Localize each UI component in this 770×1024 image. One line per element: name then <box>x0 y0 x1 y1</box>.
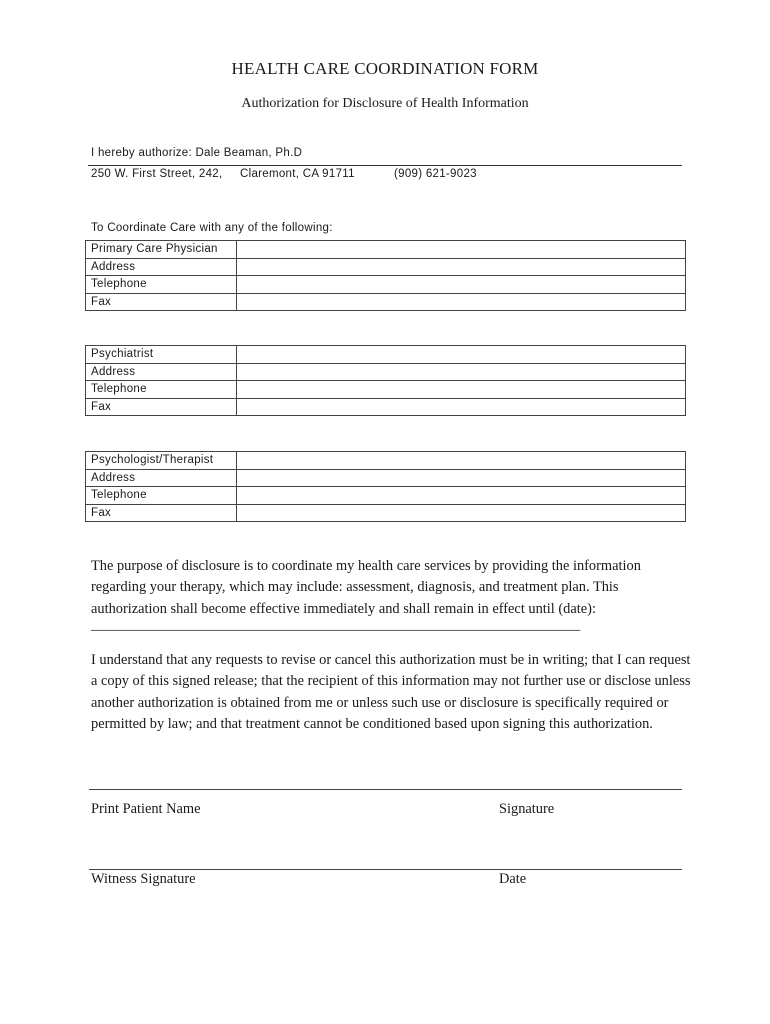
signature-label: Signature <box>499 801 555 817</box>
fax-field[interactable] <box>237 398 686 416</box>
address-label: Address <box>86 363 237 381</box>
table-row <box>86 381 686 399</box>
provider-type-label: Primary Care Physician <box>86 241 237 259</box>
page-subtitle: Authorization for Disclosure of Health Information <box>241 96 529 111</box>
telephone-label: Telephone <box>86 487 237 505</box>
authorize-line: I hereby authorize: Dale Beaman, Ph.D <box>91 147 303 159</box>
table-row <box>86 398 686 416</box>
telephone-field[interactable] <box>237 276 686 294</box>
provider-name-field[interactable] <box>237 241 686 259</box>
witness-signature-label: Witness Signature <box>91 871 196 887</box>
coordinate-heading: To Coordinate Care with any of the following: <box>91 222 333 234</box>
address-field[interactable] <box>237 258 686 276</box>
fax-field[interactable] <box>237 293 686 311</box>
signature-rule-bottom <box>89 869 682 870</box>
table-row <box>86 293 686 311</box>
authorize-rule <box>88 165 682 166</box>
provider-table-therapist <box>85 451 686 522</box>
fax-label: Fax <box>86 293 237 311</box>
address-field[interactable] <box>237 469 686 487</box>
provider-type-label: Psychologist/Therapist <box>86 452 237 470</box>
provider-table-psychiatrist <box>85 345 686 416</box>
table-row <box>86 258 686 276</box>
table-row <box>86 452 686 470</box>
phone-number: (909) 621-9023 <box>394 168 477 180</box>
address-field[interactable] <box>237 363 686 381</box>
signature-rule-top <box>89 789 682 790</box>
provider-name-field[interactable] <box>237 452 686 470</box>
telephone-field[interactable] <box>237 381 686 399</box>
fax-field[interactable] <box>237 504 686 522</box>
table-row <box>86 504 686 522</box>
date-label: Date <box>499 871 527 887</box>
address-label: Address <box>86 258 237 276</box>
table-row <box>86 469 686 487</box>
telephone-field[interactable] <box>237 487 686 505</box>
telephone-label: Telephone <box>86 276 237 294</box>
address-label: Address <box>86 469 237 487</box>
provider-table-primary-care <box>85 240 686 311</box>
fax-label: Fax <box>86 398 237 416</box>
print-patient-name-label: Print Patient Name <box>91 801 201 817</box>
table-row <box>86 241 686 259</box>
purpose-text: The purpose of disclosure is to coordinate my health care services by providing the information regarding your therapy, which may include: assessment, diagnosis, and treatment plan. This authorization shall become effective immediately and shall remain in effect until (date): <box>91 558 641 617</box>
city-state-zip: Claremont, CA 91711 <box>240 168 355 180</box>
purpose-paragraph <box>91 556 691 641</box>
fax-label: Fax <box>86 504 237 522</box>
telephone-label: Telephone <box>86 381 237 399</box>
understand-paragraph: I understand that any requests to revise or cancel this authorization must be in writing; that I can request a copy of this signed release; that the recipient of this information may not further use or disclose unless another authorization is obtained from me or unless such use or disclosure is specifically required or permitted by law; and that treatment cannot be conditioned based upon signing this authorization. <box>91 652 691 732</box>
page-title: HEALTH CARE COORDINATION FORM <box>231 59 539 78</box>
table-row <box>86 487 686 505</box>
date-blank-line[interactable]: —————————————————————————————————— <box>91 621 581 638</box>
provider-type-label: Psychiatrist <box>86 346 237 364</box>
table-row <box>86 346 686 364</box>
provider-name-field[interactable] <box>237 346 686 364</box>
street-address: 250 W. First Street, 242, <box>91 168 223 180</box>
table-row <box>86 276 686 294</box>
table-row <box>86 363 686 381</box>
